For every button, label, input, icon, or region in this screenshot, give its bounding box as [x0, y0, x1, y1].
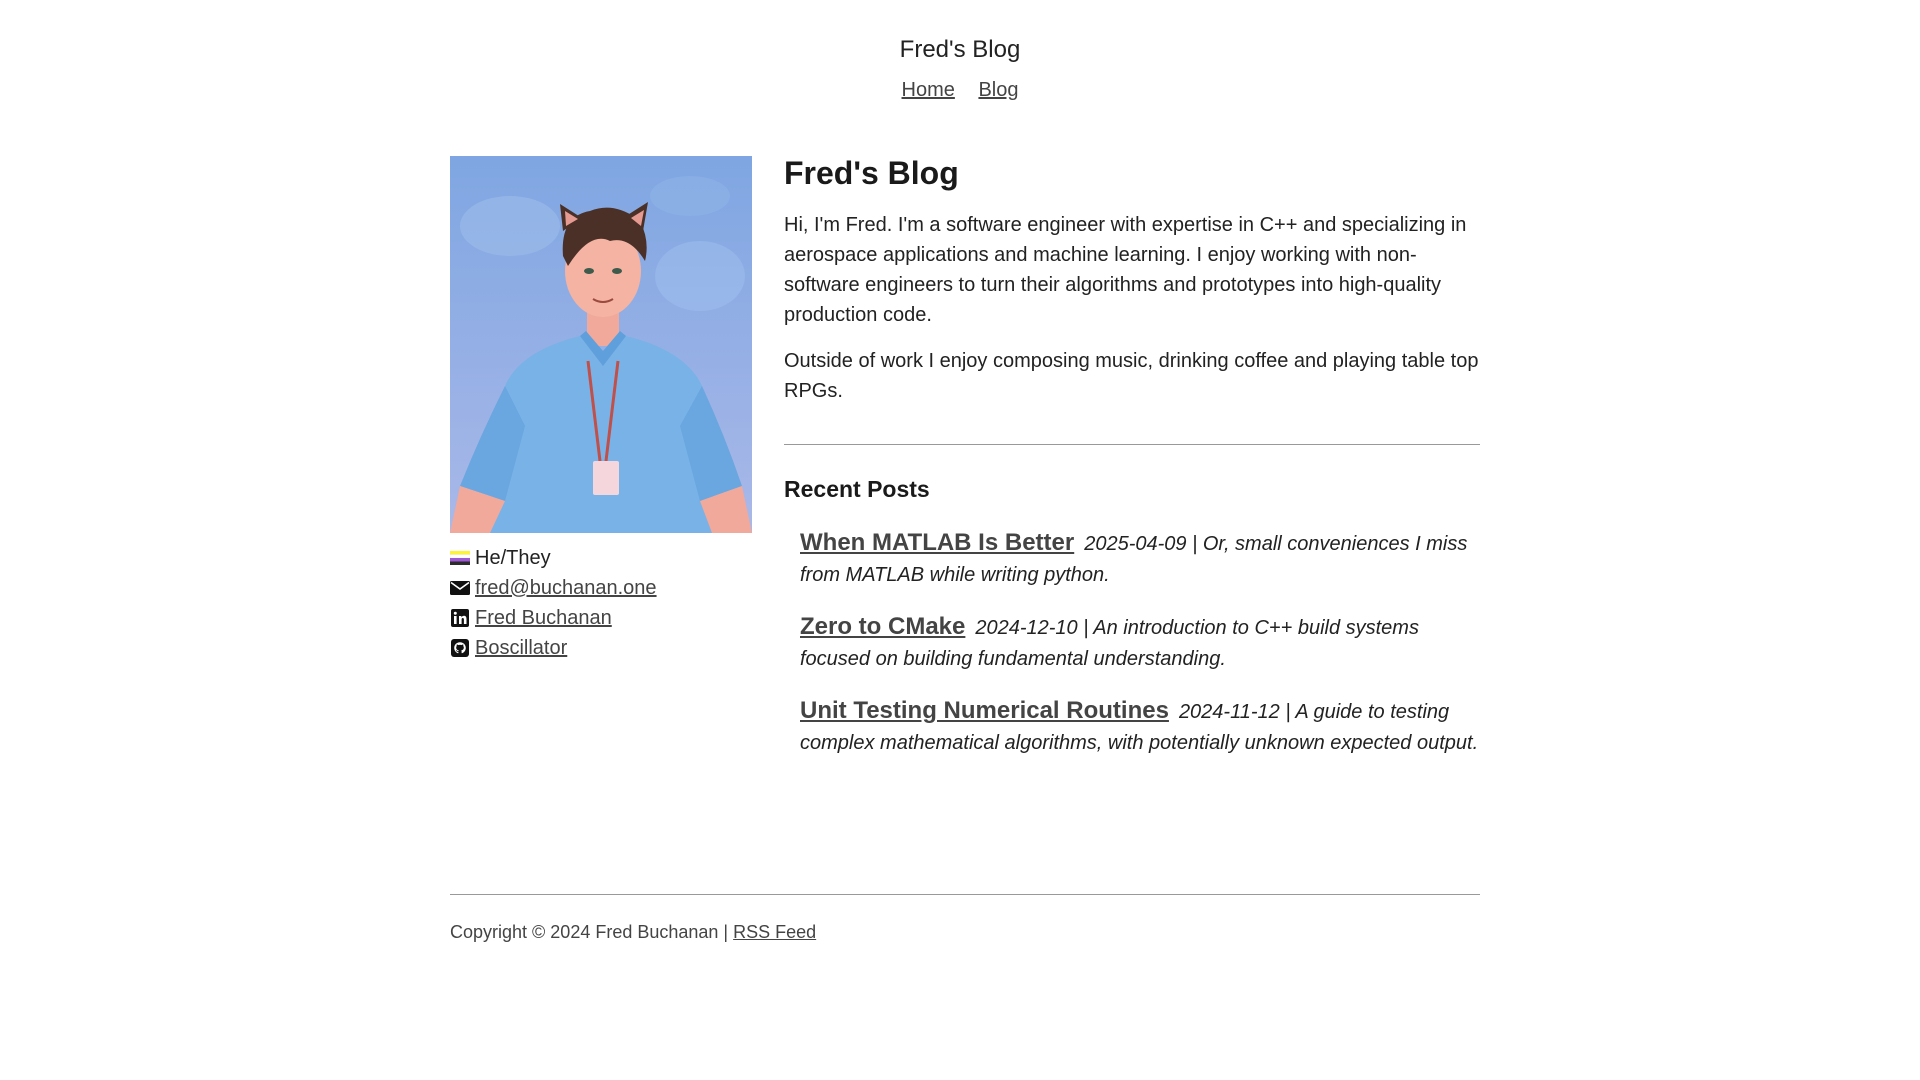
bio — [784, 210, 1480, 406]
recent-posts-heading: Recent Posts — [784, 476, 930, 502]
footer-divider — [450, 894, 1480, 895]
recent-posts-list — [800, 527, 1480, 759]
post-title-link[interactable]: Zero to CMake — [800, 613, 966, 640]
contact-list — [450, 543, 752, 663]
envelope-icon — [450, 578, 470, 598]
footer-text — [450, 921, 1480, 943]
post-title-link[interactable]: Unit Testing Numerical Routines — [800, 697, 1169, 724]
email-link[interactable]: fred@buchanan.one — [475, 577, 657, 599]
post-meta: 2024-11-12 | A guide to testing complex mathematical algorithms, with potentially unknown expected output. — [800, 701, 1479, 754]
pronouns-text: He/They — [475, 547, 551, 569]
bio-paragraph: Hi, I'm Fred. I'm a software engineer with expertise in C++ and specializing in aerospace applications and machine learning. I enjoy working with non-software engineers to turn their algorithms and prototypes into high-quality production code. — [784, 214, 1467, 326]
nav-home-link[interactable]: Home — [901, 79, 955, 101]
github-link[interactable]: Boscillator — [475, 637, 568, 659]
email-item — [450, 573, 752, 603]
page-title: Fred's Blog — [784, 155, 959, 191]
portrait-illustration — [450, 156, 752, 533]
divider — [784, 444, 1480, 445]
linkedin-link[interactable]: Fred Buchanan — [475, 607, 612, 629]
post-meta: 2025-04-09 | Or, small conveniences I miss from MATLAB while writing python. — [800, 533, 1468, 586]
list-item — [800, 695, 1480, 759]
github-item — [450, 633, 752, 663]
post-title-link[interactable]: When MATLAB Is Better — [800, 529, 1075, 556]
copyright-text: Copyright © 2024 Fred Buchanan | — [450, 922, 734, 942]
linkedin-item — [450, 603, 752, 633]
site-title: Fred's Blog — [899, 36, 1021, 63]
site-footer — [450, 894, 1480, 943]
bio-paragraph: Outside of work I enjoy composing music, drinking coffee and playing table top RPGs. — [784, 350, 1479, 402]
site-nav — [0, 76, 1920, 104]
linkedin-icon — [450, 608, 470, 628]
github-icon — [450, 638, 470, 658]
sidebar — [450, 156, 752, 663]
list-item — [800, 527, 1480, 591]
nav-blog-link[interactable]: Blog — [978, 79, 1019, 101]
nonbinary-flag-icon — [450, 548, 470, 568]
site-header — [0, 0, 1920, 104]
content — [784, 156, 1480, 779]
list-item — [800, 611, 1480, 675]
rss-feed-link[interactable]: RSS Feed — [733, 922, 817, 942]
post-meta: 2024-12-10 | An introduction to C++ build systems focused on building fundamental understanding. — [800, 617, 1419, 670]
pronouns-item — [450, 543, 752, 573]
